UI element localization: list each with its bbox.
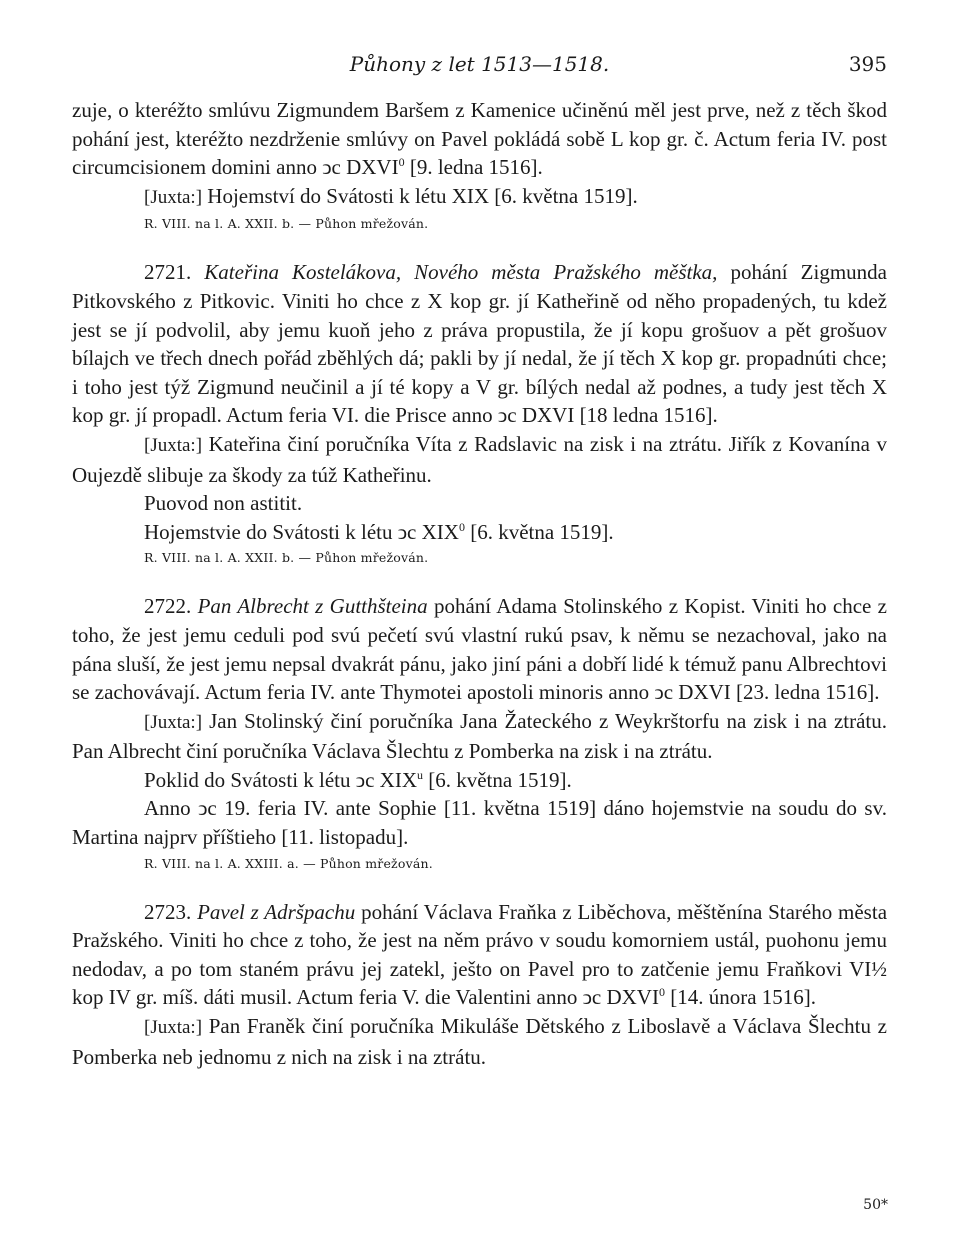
paragraph-text: zuje, o kteréžto smlúvu Zigmundem Baršem z Kamenice učiněnú měl jest prve, než z těch škod pohání jest, kteréžto nezdrženie smlúvy on Pavel pokládá sobě L kop gr. č. Actum feria IV. post circumcisionem domini anno ↄc DXVI [72,98,887,180]
juxta-label: [Juxta:] [144,1017,203,1039]
entry-text: pohání Adama Stolinského z Kopist. Viniti ho chce z toho, že jest jemu ceduli pod svú pečetí svú vlastní rukú psav, k němu se nezachoval, jako na pána sluší, že jest jemu nepsal dvakrát pánu, jako jiní páni a dobří lidé k témuž panu Albrechtovi se zachovávají. Actum feria IV. ante Thymotei apostoli minoris anno ↄc DXVI [23. ledna 1516]. [72,594,887,705]
juxta-text: Hojemství do Svátosti k létu XIX [6. května 1519]. [202,183,638,208]
note-text: [6. května 1519]. [464,519,614,544]
superscript: u [416,767,423,782]
note-line: Puovod non astitit. [144,491,303,516]
entry-plaintiff: Pavel z Adršpachu [197,899,356,924]
entry-2721 [72,258,887,430]
note-text: Poklid do Svátosti k létu ↄc XIX [144,767,417,792]
source-reference: R. VIII. na l. A. XXII. b. — Půhon mřežován. [144,550,429,566]
juxta-label: [Juxta:] [144,186,203,208]
entry-plaintiff: Pan Albrecht z Gutthšteina [197,594,428,619]
continuation-paragraph [72,96,887,182]
paragraph-text: [9. ledna 1516]. [404,155,543,180]
juxta-note [72,182,887,213]
source-reference: R. VIII. na l. A. XXIII. a. — Půhon mřežován. [144,855,433,871]
juxta-text: Kateřina činí poručníka Víta z Radslavic na zisk i na ztrátu. Jiřík z Kovanína v Oujezdě slibuje za škody za túž Katheřinu. [72,431,887,487]
entry-2723 [72,898,887,1012]
entry-number: 2722. [144,594,192,619]
juxta-note [72,707,887,766]
main-text [72,96,887,1071]
entry-text: kop IV gr. míš. dáti musil. Actum feria V. die Valentini anno ↄc DXVI [72,985,659,1010]
entry-text: pohání Václava Fraňka z Liběchova, měštěnína Starého města Pražského. Viniti ho chce z toho, že jest na něm právo v soudu komorniem ustál, puohonu jemu nedodav, a po tom staném právu jej zatekl, ješto on Pavel pro to zatčenie jemu Fraňkovi VI [72,899,888,981]
entry-2722 [72,592,887,706]
note-line: Anno ↄc 19. feria IV. ante Sophie [11. května 1519] dáno hojemstvie na soudu do sv. Martina najprv příštieho [11. listopadu]. [72,796,887,850]
fraction: ½ [871,956,887,981]
page-number: 395 [848,52,887,76]
note-text: Hojemstvie do Svátosti k létu ↄc XIX [144,519,459,544]
spacer [72,568,887,592]
juxta-note [72,430,887,489]
juxta-text: Pan Franěk činí poručníka Mikuláše Dětského z Liboslavě a Václava Šlechtu z Pomberka neb jednomu z nich na zisk i na ztrátu. [72,1014,887,1069]
note-text: [6. května 1519]. [422,767,572,792]
entry-text: [14. února 1516]. [664,985,817,1010]
superscript: 0 [458,519,465,534]
entry-text: pohání Zigmunda Pitkovského z Pitkovic. Viniti ho chce z X kop gr. jí Katheřině od něho propadených, tu kdež jest se jí podvolil, aby jemu kuoň jeho z práva propustila, že jí kopu grošuov a pět grošuov bílajch ve třech dnech pořád zběhlých dá; pakli by jí nedal, že jí těch X kop gr. propadnúti chce; i toho jest týž Zigmund neučinil a jí té kopy a V gr. bílých nedal až podnes, a tudy jest těch X kop gr. jí propadl. Actum feria VI. die Prisce anno ↄc DXVI [18 ledna 1516]. [72,260,887,428]
signature-mark: 50* [863,1197,888,1213]
spacer [72,874,887,898]
running-title: Půhony z let 1513—1518. [349,52,610,76]
entry-number: 2721. [144,260,192,285]
superscript: 0 [658,985,665,1000]
juxta-label: [Juxta:] [144,711,203,733]
page-header [72,52,887,82]
note-line [72,518,887,547]
note-line [72,766,887,795]
entry-plaintiff: Kateřina Kostelákova, Nového města Pražského měštka, [204,260,718,285]
spacer [72,234,887,258]
entry-number: 2723. [144,899,192,924]
source-reference: R. VIII. na l. A. XXII. b. — Půhon mřežován. [144,216,429,232]
superscript: 0 [398,155,405,170]
juxta-label: [Juxta:] [144,434,203,456]
juxta-note [72,1012,887,1071]
juxta-text: Jan Stolinský činí poručníka Jana Žateckého z Weykrštorfu na zisk i na ztrátu. Pan Albrecht činí poručníka Václava Šlechtu z Pomberka na zisk i na ztrátu. [72,708,887,764]
